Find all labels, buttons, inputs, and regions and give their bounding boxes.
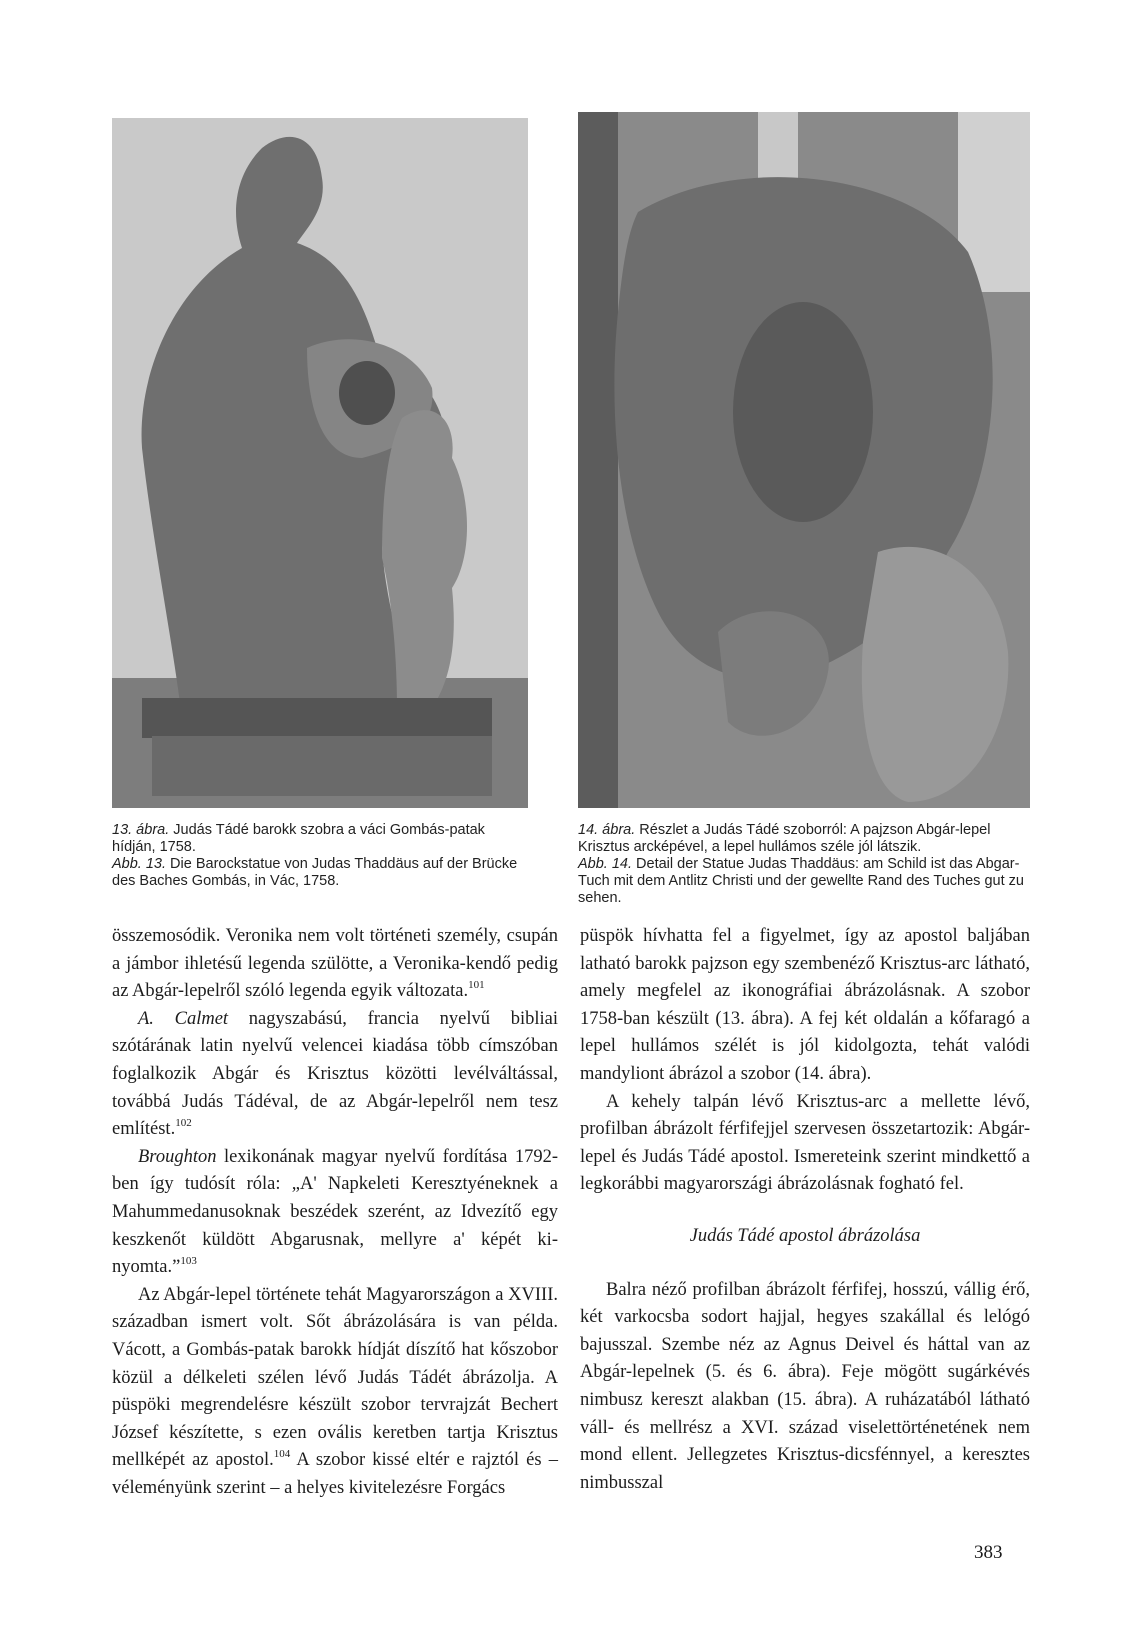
right-text-column — [580, 923, 1030, 1497]
caption-label: 14. ábra. — [578, 822, 636, 838]
footnote-ref: 103 — [180, 1255, 197, 1268]
footnote-ref: 101 — [468, 979, 485, 992]
figure-14-caption — [578, 822, 1030, 907]
caption-text: Judás Tádé barokk szobra a váci Gombás-patak hídján, 1758. — [112, 822, 485, 855]
paragraph — [580, 923, 1030, 1089]
author-name: A. Calmet — [138, 1008, 229, 1029]
caption-hu — [112, 822, 532, 856]
caption-hu — [578, 822, 1030, 856]
figure-13-photo — [112, 118, 528, 808]
left-text-column — [112, 923, 558, 1502]
section-heading: Judás Tádé apostol ábrázolása — [689, 1225, 921, 1246]
paragraph-text: A szobor kissé eltér e rajztól és – véleményünk szerint – a helyes kivitelezésre Forgács — [112, 1450, 558, 1498]
caption-label: Abb. 14. — [578, 856, 633, 872]
figure-13-caption — [112, 822, 532, 890]
paragraph — [580, 1277, 1030, 1498]
paragraph-text: Az Abgár-lepel története tehát Magyarországon a XVIII. században ismert volt. Sőt ábrázolására is van példa. Vácott, a Gombás-patak barokk hídját díszítő hat kőszobor közül a délkeleti szélen lévő Judás Tádét ábrázolja. A püspöki megrendelésre készült szobor tervrajzát Bechert József készítette, s ezen ovális keretben tartja Krisztus mellképét az apostol. — [112, 1284, 558, 1471]
paragraph-text: Balra néző profilban ábrázolt férfifej, hosszú, vállig érő, két varkocsba sodort hajjal, hegyes szakállal és lelógó bajusszal. Szembe néz az Agnus Deivel és háttal van az Abgár-lepelnek (5. és 6. ábra). Feje mögött sugárkévés nimbusz kereszt alakban (15. ábra). A ruházatából látható váll- és mellrész a XVI. század viselettörténetének nem mond ellent. Jellegzetes Krisztus-dicsfénnyel, a keresztes nimbusszal — [580, 1279, 1030, 1493]
paragraph-text: nagyszabású, francia nyelvű bibliai szótárának latin nyelvű velencei kiadása több címszóban foglalkozik Abgár és Krisztus közötti levélváltással, továbbá Judás Tádéval, de az Abgár-lepelről nem tesz említést. — [112, 1008, 558, 1140]
caption-label: 13. ábra. — [112, 822, 170, 838]
paragraph — [112, 1006, 558, 1144]
caption-de — [112, 856, 532, 890]
paragraph — [112, 1144, 558, 1282]
caption-text: Die Barockstatue von Judas Thaddäus auf der Brücke des Baches Gombás, in Vác, 1758. — [112, 856, 518, 889]
paragraph — [112, 923, 558, 1006]
caption-label: Abb. 13. — [112, 856, 167, 872]
paragraph-text: lexikonának magyar nyelvű fordítása 1792-ben így tudósít róla: „A' Napkeleti Keresztyéneknek a Mahummedanusoknak beszédek szerént, az Idvezítő egy keszkenőt küldött Abgarusnak, mellyre a' képét ki-nyomta.” — [112, 1146, 558, 1278]
author-name: Broughton — [138, 1146, 217, 1167]
paragraph-text: A kehely talpán lévő Krisztus-arc a mellette lévő, profilban ábrázolt férfifejjel szervesen összetartozik: Abgár-lepel és Judás Tádé apostol. Ismereteink szerint mindkettő a legkorábbi magyarországi ábrázolásnak fogható fel. — [580, 1091, 1030, 1195]
paragraph-text: összemosódik. Veronika nem volt történeti személy, csupán a jámbor ihletésű legenda szülötte, a Veronika-kendő pedig az Abgár-lepelről szóló legenda egyik változata. — [112, 926, 558, 1002]
footnote-ref: 102 — [175, 1117, 192, 1130]
paragraph — [580, 1089, 1030, 1199]
caption-de — [578, 856, 1030, 907]
page-number: 383 — [974, 1542, 1003, 1563]
caption-text: Részlet a Judás Tádé szoborról: A pajzson Abgár-lepel Krisztus arcképével, a lepel hullámos széle jól látszik. — [578, 822, 991, 855]
footnote-ref: 104 — [273, 1448, 291, 1461]
caption-text: Detail der Statue Judas Thaddäus: am Schild ist das Abgar-Tuch mit dem Antlitz Christi und der gewellte Rand des Tuches gut zu sehen. — [578, 856, 1024, 906]
paragraph-text: püspök hívhatta fel a figyelmet, így az apostol baljában latható barokk pajzson egy szembenéző Krisztus-arc látható, amely megfelel az ikonográfiai ábrázolásnak. A szobor 1758-ban készült (13. ábra). A fej két oldalán a kőfaragó a lepel hullámos szélét is jól kidolgozta, tehát valódi mandyliont ábrázol a szobor (14. ábra). — [580, 926, 1030, 1084]
paragraph — [112, 1282, 558, 1503]
figure-14-photo — [578, 112, 1030, 808]
